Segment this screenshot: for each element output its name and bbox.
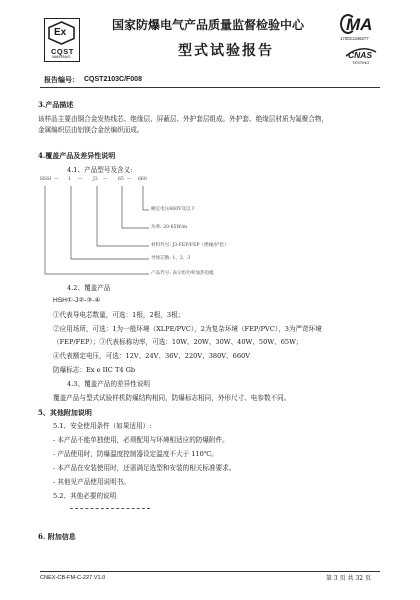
legend-power: 功率: 20-65W/m [151,225,188,230]
model-part-power: 65 [118,177,124,182]
s4-sub42: 4.2、覆盖产品 [67,284,111,292]
legend-voltage: 额定电压660V及以下 [151,207,196,212]
legend-material: 材料代号: J3-FEP/FEP（绝缘/护套） [151,243,229,248]
model-sep-1: — [54,177,59,182]
s5-sub52: 5.2、其他必要的说明 [53,492,117,500]
org-name: 国家防爆电气产品质量监督检验中心 [112,18,305,32]
s5-item-2: - 产品使用时，防爆温度控制器设定温度不大于 110℃。 [53,450,218,458]
s4-diff: 覆盖产品与型式试验样机防爆结构相同，防爆标志相同，外形尺寸、电参数不同。 [53,394,291,402]
s4-sub43: 4.3、覆盖产品的差异性说明 [67,380,151,388]
s4-item-1: ①代表导电芯数量，可选：1根，2根，3根； [53,311,185,319]
logo-cqst-text: CQST [51,47,74,56]
cma-mark: MA [346,15,373,34]
s5-sub51: 5.1、安全使用条件（如果适用）: [53,422,152,430]
s5-heading: 5、其他附加说明 [38,408,92,417]
model-sep-2: — [78,177,83,182]
report-title: 型式试验报告 [178,43,274,59]
cma-number: 170021346277 [340,36,369,41]
s6-heading: 6. 附加信息 [38,532,76,541]
s3-heading: 3.产品描述 [38,100,74,109]
s4-sub41: 4.1、产品型号及含义: [67,166,133,174]
cnas-sub: TESTING [352,60,370,65]
s3-line2: 金属编织层由铝镁合金丝编织而成。 [38,126,144,134]
cnas-logo [344,46,378,66]
model-sep-4: — [127,177,132,182]
cqst-ex-logo [44,18,80,62]
cma-c-arc [340,14,356,34]
s4-heading: 4.覆盖产品及差异性说明 [38,151,116,160]
s5-item-1: - 本产品不能单独使用，必须配用与环境相适应的防爆附件。 [53,436,229,444]
form-code: CNEX-CB-FM-C-227 V1.0 [40,575,106,581]
s5-blank-line [70,508,150,509]
s5-item-3: - 本产品在安装使用时，还需满足选型和安装的相关标准要求。 [53,464,236,472]
report-no: CQST2103C/F008 [84,76,142,83]
page-number: 第 3 页 共 32 页 [326,575,371,582]
model-general: HSH①-J②-③-④ [53,297,101,304]
model-part-material: J3 [93,177,98,182]
s3-line1: 该样品主要由铜合金发热线芯、绝缘层、屏蔽层、外护套层组成。外护套、绝缘层材质为氟聚合物， [38,115,329,123]
cma-logo [340,14,378,44]
ex-mark: 防爆标志：Ex e IIC T4 Gb [53,366,136,374]
s4-item-2-cont: （FEP/FEP）；③代表标称功率，可选：10W、20W、30W、40W、50W、65W； [53,338,303,346]
model-part-cores: 1 [68,177,71,182]
s5-item-4: - 其他见产品使用说明书。 [53,478,130,486]
model-part-voltage: 660 [138,177,147,182]
legend-cores: 导体芯数: 1、2、3 [151,256,191,261]
s4-item-4: ④代表额定电压，可选：12V、24V、36V、220V、380V、660V [53,352,250,360]
s4-item-2: ②应用场所，可选：1为一般环境（XLPE/PVC），2为复杂环境（FEP/PVC），3为严苛环境 [53,325,322,333]
report-no-label: 报告编号： [44,75,79,84]
legend-product-code: 产品代号: 表示恒功率加热电缆 [151,271,214,276]
logo-cqst-sub: NANYANG [52,55,71,59]
header-rule [40,87,380,88]
footer-rule [40,571,380,572]
model-part-hsh: HSH [40,177,52,182]
model-sep-3: — [103,177,108,182]
logo-ex-text: Ex [54,27,67,38]
cnas-text: CNAS [348,50,373,60]
